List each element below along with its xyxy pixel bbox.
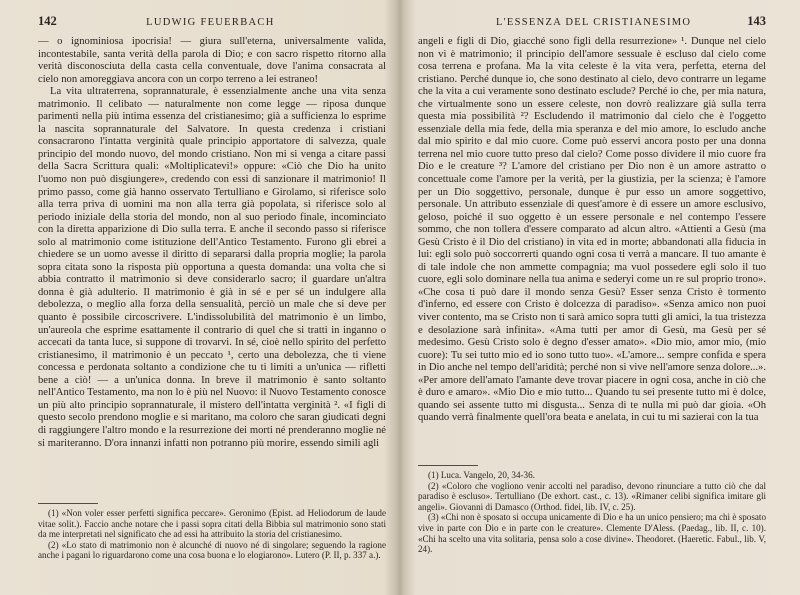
right-paragraph: angeli e figli di Dio, giacché sono figli della resurrezione» ¹. Dunque nel cielo non vi è matrimonio; il principio dell'amore sessuale è escluso dal cielo come cosa terrena e profana. Ma la vita celeste è la vita vera, perfetta, eterna del cristiano. Perché dunque io, che sono destinato al cielo, devo contrarre un legame che la vita a cui veramente sono destinato esclude? Perché io che, per mia natura, che virtualmente sono un essere celeste, non dovrò realizzare già sulla terra questa mia possibilità ²? Escludendo il matrimonio dal cielo che è l'oggetto essenziale della mia fede, della mia speranza e del mio amore, lo escludo anche dal mio spirito e dal mio cuore. Come può esservi ancora posto per una donna terrena nel mio cuore tutto preso dal cielo? Come posso dividere il mio cuore fra Dio e le creature ³? L'amore del cristiano per Dio non è un amore astratto o concettuale come l'amore per la verità, per la giustizia, per la scienza; è l'amore per un Dio soggettivo, personale, dunque è pur esso un amore soggettivo, personale. Un attributo essenziale di quest'amore è di essere un amore esclusivo, geloso, poiché il suo oggetto è un essere personale e nel contempo l'essere sommo, che non tollera d'essere comparato ad alcun altro. «Attienti a Gesù (ma Gesù Cristo è il Dio del cristiano) in vita ed in morte; abbandonati alla fiducia in lui: egli solo può soccorrerti quando ogni cosa ti verrà a mancare. Il tuo amante è di tale indole che non ammette compagnia; ma vuol possedere egli solo il tuo cuore, egli solo dominare nella tua anima e sederyi come un re sul proprio trono». «Che cosa ti può dare il mondo senza Gesù? Esser senza Cristo è tormento d'inferno, ed essere con Cristo è dolcezza di paradiso». «Senza amico non puoi viver contento, ma se Cristo non ti sarà amico sopra tutti gli amici, la tua tristezza e desolazione sarà infinita». «Ama tutti per amor di Gesù, ma Gesù per sé medesimo. Gesù Cristo solo è degno d'esser amato». «Dio mio, amor mio, (mio cuore): Tu sei tutto mio ed io sono tutto tuo». «L'amore... sempre confida e spera in Dio anche nel tempo dell'aridità; perché non si vive nell'amore senza dolore...». «Per amore dell'amato l'amante deve trovar piacere in ogni cosa, anche in ciò che è duro e amaro». «Mio Dio e mio tutto... Quando tu sei presente tutto mi è dolce, quando sei assente tutto mi disgusta... Senza di te nulla mi può dar gioia. «Oh quando verrà finalmente quell'ora beata e anelata, in cui tu mi sazierai con la tua	[418, 36, 766, 424]
left-running-title: LUDWIG FEUERBACH	[146, 17, 275, 28]
footnote: (2) «Coloro che vogliono venir accolti nel paradiso, devono rinunciare a tutto ciò che dal paradiso è escluso». Tertulliano (De exhort. cast., c. 13). «Rimaner celibi significa imitare gli angeli». Giovanni di Damasco (Orthod. fidei, lib. IV, c. 25).	[418, 480, 766, 512]
left-running-head	[38, 14, 386, 30]
left-paragraph: La vita ultraterrena, soprannaturale, è essenzialmente anche una vita senza matrimonio. Il celibato — naturalmente non come legge — riposa dunque parimenti nella più intima essenza del cristianesimo; già a sufficienza lo esprime la nascita soprannaturale del Salvatore. In questa credenza i cristiani consacrarono l'intatta verginità quale principio apportatore di salvezza, quale principio del mondo nuovo, del mondo cristiano. Non mi si venga a citare passi della Sacra Scrittura quali: «Moltiplicatevi!» oppure: «Ciò che Dio ha unito l'uomo non può disgiungere», credendo con essi di sanzionare il matrimonio! Il primo passo, come già hanno osservato Tertulliano e Girolamo, si riferisce solo alla terra priva di uomini ma non alla terra già popolata, si riferisce solo al periodo iniziale della storia del mondo, non al suo periodo finale, incominciato con la diretta apparizione di Dio sulla terra. E anche il secondo passo si riferisce solo al matrimonio come istituzione dell'Antico Testamento. Furono gli ebrei a chiedere se un uomo avesse il diritto di separarsi dalla propria moglie; la parola sopra citata sono la risposta più opportuna a questa domanda: una volta che si abbia contratto il matrimonio si deve considerarlo sacro; il guardare un'altra donna è già adulterio. Il matrimonio è già in sé e per sé un indulgere alla debolezza, o meglio alla forza della sensualità, perciò un male che si deve per quanto è possibile circoscrivere. L'indissolubilità del matrimonio è un limbo, un'aureola che esprime esattamente il contrario di quel che si tratti in inganno o accecati da tanta luce, si suppone di trovarvi. In sé, cioè nello spirito del perfetto cristianesimo, il matrimonio è un peccato ¹, certo una debolezza, che ti viene concessa e perdonata soltanto a condizione che tu ti limiti a un'unica — rifletti bene a ciò! — a un'unica donna. In breve il matrimonio è santo soltanto nell'Antico Testamento, ma non lo è più nel Nuovo: il Nuovo Testamento conosce un più alto principio soprannaturale, il mistero dell'intatta verginità ². «I figli di questo secolo prendono moglie e si maritano, ma coloro che saran giudicati degni di raggiungere l'altro mondo e la resurrezione dei morti né prenderanno moglie né si mariteranno. D'ora innanzi infatti non potranno più morire, essendo simili agli	[38, 86, 386, 449]
right-page	[400, 0, 800, 595]
right-page-number: 143	[747, 14, 766, 28]
footnote: (3) «Chi non è sposato si occupa unicamente di Dio e ha un unico pensiero; ma chi è sposato vive in parte con Dio e in parte con le creature». Clemente D'Aless. (Paedag., lib. II, c. 10). «Chi ha scelto una vita solitaria, pensa solo a cose divine». Theodoret. (Haeretic. Fabul., lib. V, 24).	[418, 512, 766, 555]
left-paragraph: — o ignominiosa ipocrisia! — giura sull'eterna, universalmente valida, incontestabile, santa verità della parola di Dio; e con sacro rispetto ritorno alla verità disconosciuta della casta cella conventuale, dove l'anima consacrata al cielo non amoreggiava ancora con un corpo terreno a lei estraneo!	[38, 36, 386, 85]
left-page-number: 142	[38, 14, 57, 28]
footnote: (2) «Lo stato di matrimonio non è alcunché di nuovo né di singolare; seguendo la ragione anche i pagani lo riguardarono come una cosa buona e lo elogiarono». Lutero (P. II, p. 337 a.).	[38, 539, 386, 561]
footnote: (1) «Non voler esser perfetti significa peccare». Geronimo (Epist. ad Heliodorum de laude vitae solit.). Faccio anche notare che i passi sopra citati della Bibbia sul matrimonio sono stati da me interpretati nel significato che ad essi ha attribuito la storia del cristianesimo.	[38, 508, 386, 540]
right-body-text	[418, 36, 766, 456]
footnote: (1) Luca. Vangelo, 20, 34-36.	[428, 470, 535, 480]
right-running-title: L'ESSENZA DEL CRISTIANESIMO	[495, 17, 692, 28]
footnote-rule	[38, 503, 98, 504]
footnote-rule	[418, 465, 478, 466]
left-footnotes	[38, 508, 386, 561]
right-footnotes	[418, 470, 766, 555]
left-body-text	[38, 36, 386, 494]
right-running-head	[418, 14, 766, 30]
